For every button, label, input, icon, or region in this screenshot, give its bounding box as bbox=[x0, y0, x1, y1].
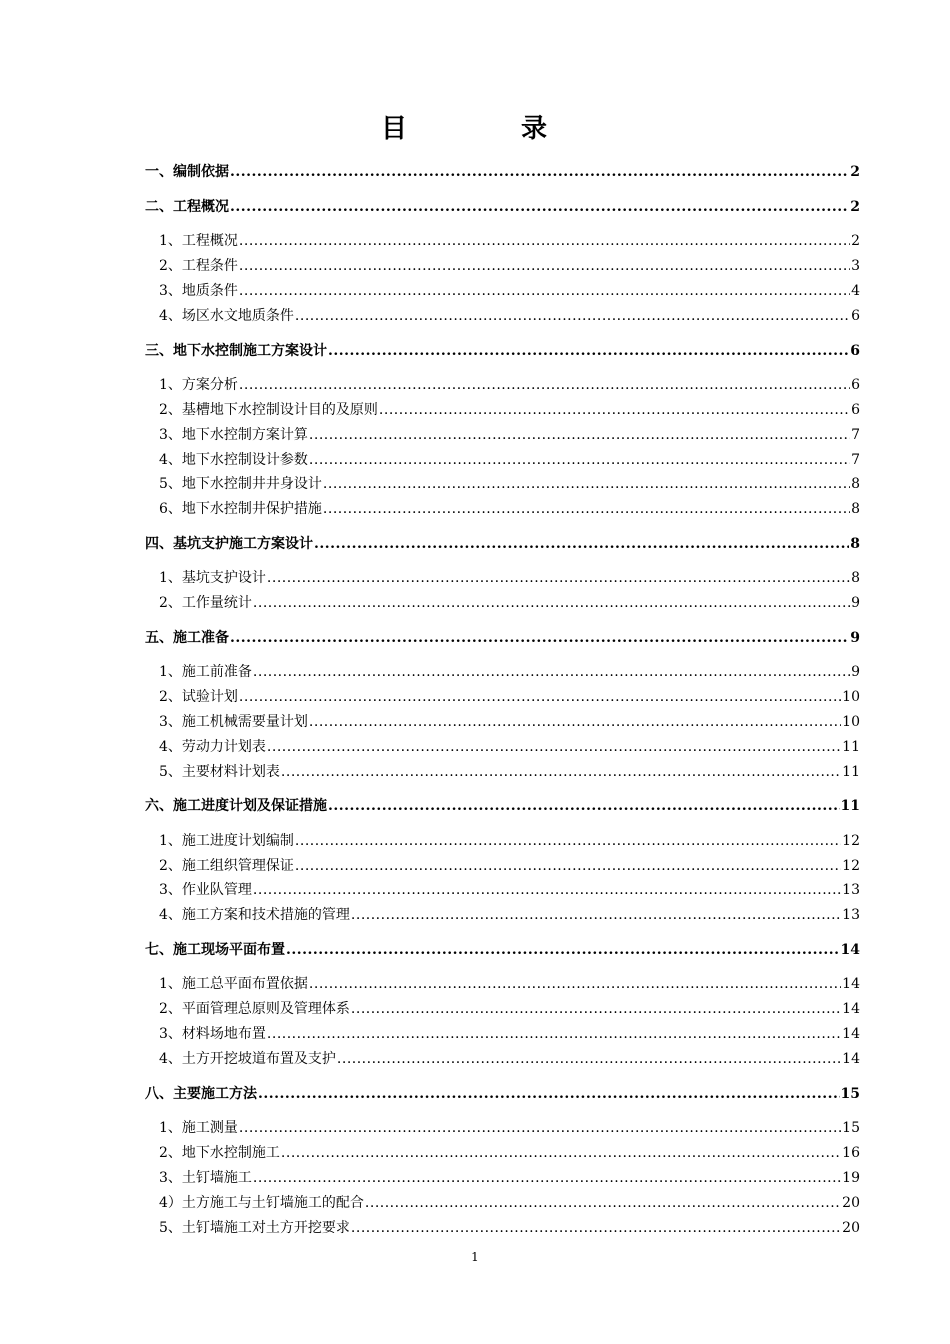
toc-dot-leader bbox=[309, 712, 841, 732]
toc-subsection-entry[interactable] bbox=[145, 662, 860, 682]
toc-dot-leader bbox=[258, 1084, 840, 1104]
toc-section-entry[interactable] bbox=[145, 1084, 860, 1104]
toc-entry-label: 1、施工测量 bbox=[159, 1120, 238, 1136]
toc-subsection-entry[interactable] bbox=[145, 256, 860, 276]
toc-dot-leader bbox=[253, 1168, 841, 1188]
toc-subsection-entry[interactable] bbox=[145, 400, 860, 420]
toc-entry-page-number: 10 bbox=[842, 689, 860, 705]
toc-entry-label: 5、土钉墙施工对土方开挖要求 bbox=[159, 1220, 350, 1236]
toc-entry-page-number: 6 bbox=[851, 308, 860, 324]
toc-dot-leader bbox=[281, 1143, 841, 1163]
toc-subsection-entry[interactable] bbox=[145, 568, 860, 588]
toc-entry-page-number: 9 bbox=[850, 630, 860, 646]
toc-dot-leader bbox=[286, 940, 840, 960]
toc-entry-page-number: 8 bbox=[851, 476, 860, 492]
toc-subsection-entry[interactable] bbox=[145, 474, 860, 494]
toc-dot-leader bbox=[239, 231, 850, 251]
toc-dot-leader bbox=[267, 737, 841, 757]
toc-entry-page-number: 13 bbox=[842, 882, 860, 898]
toc-dot-leader bbox=[230, 162, 849, 182]
toc-dot-leader bbox=[295, 306, 850, 326]
toc-entry-label: 2、施工组织管理保证 bbox=[159, 858, 294, 874]
toc-entry-page-number: 14 bbox=[842, 976, 860, 992]
toc-entry-label: 1、施工前准备 bbox=[159, 664, 252, 680]
toc-subsection-entry[interactable] bbox=[145, 375, 860, 395]
toc-subsection-entry[interactable] bbox=[145, 281, 860, 301]
toc-entry-label: 3、材料场地布置 bbox=[159, 1026, 266, 1042]
toc-section-entry[interactable] bbox=[145, 628, 860, 648]
toc-dot-leader bbox=[379, 400, 850, 420]
toc-entry-page-number: 13 bbox=[842, 907, 860, 923]
toc-entry-page-number: 2 bbox=[850, 199, 860, 215]
toc-dot-leader bbox=[253, 880, 841, 900]
toc-subsection-entry[interactable] bbox=[145, 1218, 860, 1238]
toc-dot-leader bbox=[351, 1218, 841, 1238]
toc-dot-leader bbox=[253, 662, 850, 682]
toc-entry-label: 四、基坑支护施工方案设计 bbox=[145, 536, 313, 552]
toc-entry-page-number: 9 bbox=[851, 664, 860, 680]
toc-entry-page-number: 6 bbox=[851, 377, 860, 393]
toc-entry-page-number: 19 bbox=[842, 1170, 860, 1186]
toc-subsection-entry[interactable] bbox=[145, 450, 860, 470]
toc-entry-label: 1、施工进度计划编制 bbox=[159, 833, 294, 849]
toc-entry-label: 五、施工准备 bbox=[145, 630, 229, 646]
toc-entry-label: 一、编制依据 bbox=[145, 164, 229, 180]
toc-entry-label: 4、劳动力计划表 bbox=[159, 739, 266, 755]
toc-subsection-entry[interactable] bbox=[145, 1024, 860, 1044]
toc-subsection-entry[interactable] bbox=[145, 593, 860, 613]
toc-entry-label: 2、工作量统计 bbox=[159, 595, 252, 611]
toc-subsection-entry[interactable] bbox=[145, 856, 860, 876]
toc-entry-label: 六、施工进度计划及保证措施 bbox=[145, 798, 327, 814]
toc-subsection-entry[interactable] bbox=[145, 306, 860, 326]
toc-entry-page-number: 7 bbox=[851, 427, 860, 443]
toc-section-entry[interactable] bbox=[145, 341, 860, 361]
toc-dot-leader bbox=[323, 499, 850, 519]
toc-dot-leader bbox=[239, 256, 850, 276]
toc-entry-page-number: 10 bbox=[842, 714, 860, 730]
toc-entry-label: 1、施工总平面布置依据 bbox=[159, 976, 308, 992]
toc-subsection-entry[interactable] bbox=[145, 425, 860, 445]
page-number: 1 bbox=[471, 1250, 479, 1264]
toc-entry-label: 八、主要施工方法 bbox=[145, 1086, 257, 1102]
toc-dot-leader bbox=[239, 375, 850, 395]
toc-entry-label: 三、地下水控制施工方案设计 bbox=[145, 343, 327, 359]
toc-section-entry[interactable] bbox=[145, 534, 860, 554]
toc-entry-page-number: 15 bbox=[840, 1086, 860, 1102]
toc-entry-label: 2、基槽地下水控制设计目的及原则 bbox=[159, 402, 378, 418]
toc-entry-label: 1、基坑支护设计 bbox=[159, 570, 266, 586]
toc-dot-leader bbox=[239, 1118, 841, 1138]
toc-entry-page-number: 2 bbox=[851, 233, 860, 249]
toc-title: 目 录 bbox=[380, 114, 591, 144]
toc-entry-page-number: 11 bbox=[842, 739, 860, 755]
toc-entry-page-number: 3 bbox=[851, 258, 860, 274]
toc-entry-label: 七、施工现场平面布置 bbox=[145, 942, 285, 958]
toc-entry-label: 二、工程概况 bbox=[145, 199, 229, 215]
toc-section-entry[interactable] bbox=[145, 197, 860, 217]
toc-dot-leader bbox=[281, 762, 841, 782]
toc-entry-label: 3、施工机械需要量计划 bbox=[159, 714, 308, 730]
toc-entry-label: 3、地下水控制方案计算 bbox=[159, 427, 308, 443]
toc-subsection-entry[interactable] bbox=[145, 1118, 860, 1138]
toc-dot-leader bbox=[295, 856, 841, 876]
toc-entry-label: 5、地下水控制井井身设计 bbox=[159, 476, 322, 492]
toc-section-entry[interactable] bbox=[145, 162, 860, 182]
toc-entry-page-number: 8 bbox=[851, 501, 860, 517]
toc-subsection-entry[interactable] bbox=[145, 1049, 860, 1069]
toc-entry-page-number: 9 bbox=[851, 595, 860, 611]
toc-entry-page-number: 14 bbox=[842, 1001, 860, 1017]
toc-subsection-entry[interactable] bbox=[145, 999, 860, 1019]
toc-dot-leader bbox=[309, 450, 850, 470]
toc-dot-leader bbox=[328, 796, 840, 816]
toc-entry-page-number: 7 bbox=[851, 452, 860, 468]
toc-section-entry[interactable] bbox=[145, 796, 860, 816]
toc-subsection-entry[interactable] bbox=[145, 880, 860, 900]
toc-entry-page-number: 15 bbox=[842, 1120, 860, 1136]
toc-entry-label: 6、地下水控制井保护措施 bbox=[159, 501, 322, 517]
toc-entry-page-number: 12 bbox=[842, 858, 860, 874]
toc-entry-page-number: 8 bbox=[850, 536, 860, 552]
toc-entry-label: 4、土方开挖坡道布置及支护 bbox=[159, 1051, 336, 1067]
toc-entry-page-number: 8 bbox=[851, 570, 860, 586]
toc-subsection-entry[interactable] bbox=[145, 974, 860, 994]
toc-subsection-entry[interactable] bbox=[145, 687, 860, 707]
toc-dot-leader bbox=[239, 281, 850, 301]
toc-entry-page-number: 14 bbox=[840, 942, 860, 958]
toc-subsection-entry[interactable] bbox=[145, 737, 860, 757]
toc-entry-page-number: 20 bbox=[842, 1220, 860, 1236]
toc-entry-label: 5、主要材料计划表 bbox=[159, 764, 280, 780]
toc-subsection-entry[interactable] bbox=[145, 762, 860, 782]
toc-dot-leader bbox=[323, 474, 850, 494]
toc-dot-leader bbox=[351, 905, 841, 925]
toc-dot-leader bbox=[309, 425, 850, 445]
toc-entry-page-number: 11 bbox=[840, 798, 860, 814]
toc-subsection-entry[interactable] bbox=[145, 905, 860, 925]
toc-entry-label: 4、场区水文地质条件 bbox=[159, 308, 294, 324]
toc-dot-leader bbox=[351, 999, 841, 1019]
toc-subsection-entry[interactable] bbox=[145, 1143, 860, 1163]
toc-entry-label: 4）土方施工与土钉墙施工的配合 bbox=[159, 1195, 364, 1211]
toc-entry-label: 2、试验计划 bbox=[159, 689, 238, 705]
toc-subsection-entry[interactable] bbox=[145, 231, 860, 251]
toc-subsection-entry[interactable] bbox=[145, 499, 860, 519]
toc-dot-leader bbox=[328, 341, 849, 361]
toc-dot-leader bbox=[267, 1024, 841, 1044]
toc-entry-page-number: 14 bbox=[842, 1051, 860, 1067]
toc-entry-label: 1、工程概况 bbox=[159, 233, 238, 249]
toc-dot-leader bbox=[295, 831, 841, 851]
toc-entry-page-number: 6 bbox=[851, 402, 860, 418]
toc-subsection-entry[interactable] bbox=[145, 712, 860, 732]
toc-entry-page-number: 11 bbox=[842, 764, 860, 780]
toc-entry-label: 3、土钉墙施工 bbox=[159, 1170, 252, 1186]
toc-dot-leader bbox=[337, 1049, 841, 1069]
toc-entry-label: 1、方案分析 bbox=[159, 377, 238, 393]
toc-subsection-entry[interactable] bbox=[145, 1168, 860, 1188]
toc-entry-label: 4、施工方案和技术措施的管理 bbox=[159, 907, 350, 923]
toc-entry-label: 2、平面管理总原则及管理体系 bbox=[159, 1001, 350, 1017]
toc-dot-leader bbox=[239, 687, 841, 707]
toc-subsection-entry[interactable] bbox=[145, 831, 860, 851]
toc-entry-page-number: 4 bbox=[851, 283, 860, 299]
toc-dot-leader bbox=[267, 568, 850, 588]
toc-entry-page-number: 12 bbox=[842, 833, 860, 849]
toc-entry-label: 2、工程条件 bbox=[159, 258, 238, 274]
toc-dot-leader bbox=[253, 593, 850, 613]
toc-entry-page-number: 2 bbox=[850, 164, 860, 180]
toc-section-entry[interactable] bbox=[145, 940, 860, 960]
toc-dot-leader bbox=[230, 197, 849, 217]
toc-dot-leader bbox=[230, 628, 849, 648]
toc-entry-label: 4、地下水控制设计参数 bbox=[159, 452, 308, 468]
toc-entry-label: 2、地下水控制施工 bbox=[159, 1145, 280, 1161]
toc-entry-page-number: 16 bbox=[842, 1145, 860, 1161]
toc-entry-label: 3、作业队管理 bbox=[159, 882, 252, 898]
toc-subsection-entry[interactable] bbox=[145, 1193, 860, 1213]
toc-dot-leader bbox=[309, 974, 841, 994]
toc-entry-page-number: 20 bbox=[842, 1195, 860, 1211]
toc-entry-page-number: 6 bbox=[850, 343, 860, 359]
toc-dot-leader bbox=[314, 534, 849, 554]
toc-entry-label: 3、地质条件 bbox=[159, 283, 238, 299]
toc-entry-page-number: 14 bbox=[842, 1026, 860, 1042]
toc-dot-leader bbox=[365, 1193, 841, 1213]
